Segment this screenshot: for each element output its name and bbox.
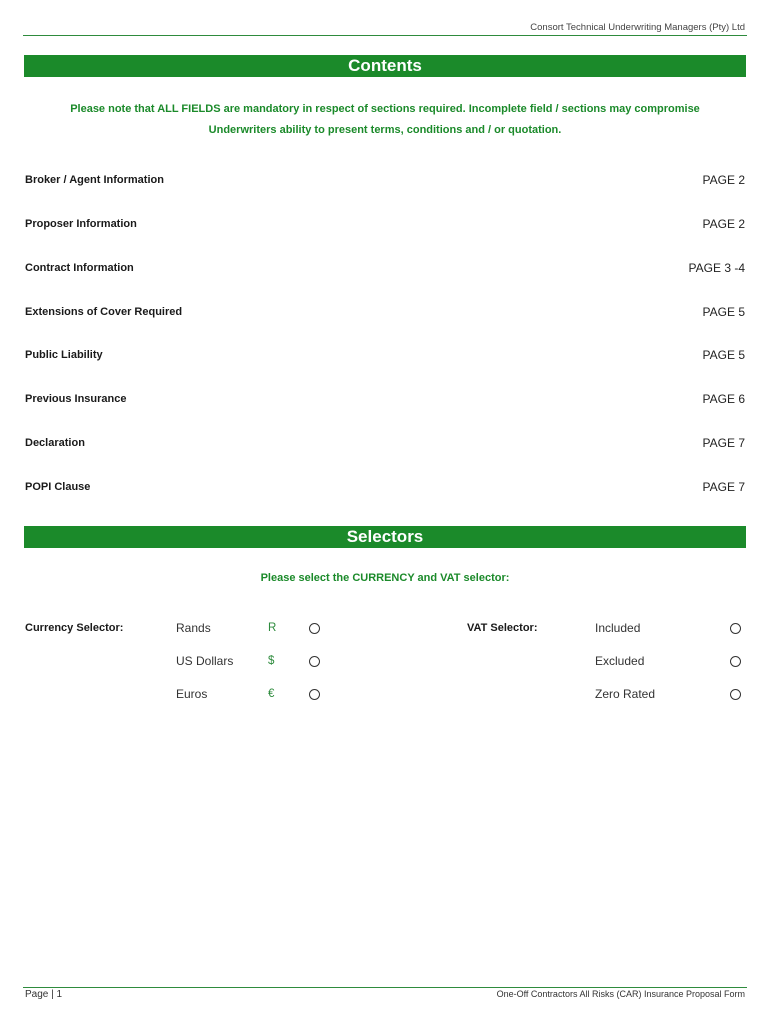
toc-row[interactable]	[25, 304, 745, 320]
toc-page: PAGE 7	[702, 436, 745, 450]
toc-page: PAGE 7	[702, 480, 745, 494]
footer-divider	[23, 987, 747, 988]
notice-line-2: Underwriters ability to present terms, conditions and / or quotation.	[208, 124, 562, 136]
toc-page: PAGE 2	[702, 173, 745, 187]
mandatory-notice	[40, 99, 730, 141]
company-name: Consort Technical Underwriting Managers (Pty) Ltd	[530, 22, 745, 33]
toc-title: Public Liability	[25, 349, 103, 361]
rand-symbol: R	[268, 622, 277, 634]
toc-page: PAGE 3 -4	[688, 261, 745, 275]
vat-radio-excluded[interactable]	[730, 656, 741, 667]
vat-radio-zero-rated[interactable]	[730, 689, 741, 700]
vat-option-zero-rated-label: Zero Rated	[595, 687, 656, 701]
toc-title: Contract Information	[25, 262, 134, 274]
toc-title: Proposer Information	[25, 218, 137, 230]
toc-row[interactable]	[25, 479, 745, 495]
toc-row[interactable]	[25, 435, 745, 451]
currency-radio-euros[interactable]	[309, 689, 320, 700]
toc-title: Declaration	[25, 437, 85, 449]
toc-row[interactable]	[25, 260, 745, 276]
notice-line-1: Please note that ALL FIELDS are mandatory in respect of sections required. Incomplete field / sections may compromise	[70, 103, 700, 115]
toc-page: PAGE 2	[702, 217, 745, 231]
euro-symbol: €	[268, 688, 275, 700]
form-name: One-Off Contractors All Risks (CAR) Insurance Proposal Form	[496, 989, 745, 999]
page-number: Page | 1	[25, 989, 63, 1000]
vat-selector-label: VAT Selector:	[467, 622, 538, 634]
toc-title: POPI Clause	[25, 481, 91, 493]
currency-radio-usd[interactable]	[309, 656, 320, 667]
dollar-symbol: $	[268, 655, 275, 667]
currency-selector-label: Currency Selector:	[25, 622, 124, 634]
selectors-banner: Selectors	[24, 526, 746, 548]
vat-option-included-label: Included	[595, 621, 641, 635]
header-divider	[23, 35, 747, 36]
currency-option-rands-label: Rands	[176, 621, 211, 635]
toc-page: PAGE 5	[702, 305, 745, 319]
currency-option-euros-label: Euros	[176, 687, 208, 701]
currency-radio-rands[interactable]	[309, 623, 320, 634]
toc-row[interactable]	[25, 216, 745, 232]
toc-title: Previous Insurance	[25, 393, 127, 405]
toc-row[interactable]	[25, 347, 745, 363]
vat-option-excluded-label: Excluded	[595, 654, 645, 668]
contents-banner: Contents	[24, 55, 746, 77]
currency-option-usd-label: US Dollars	[176, 654, 234, 668]
toc-page: PAGE 5	[702, 348, 745, 362]
vat-radio-included[interactable]	[730, 623, 741, 634]
toc-title: Extensions of Cover Required	[25, 306, 183, 318]
toc-row[interactable]	[25, 172, 745, 188]
toc-title: Broker / Agent Information	[25, 174, 164, 186]
selector-prompt: Please select the CURRENCY and VAT selector:	[260, 572, 510, 584]
toc-page: PAGE 6	[702, 392, 745, 406]
toc-row[interactable]	[25, 391, 745, 407]
